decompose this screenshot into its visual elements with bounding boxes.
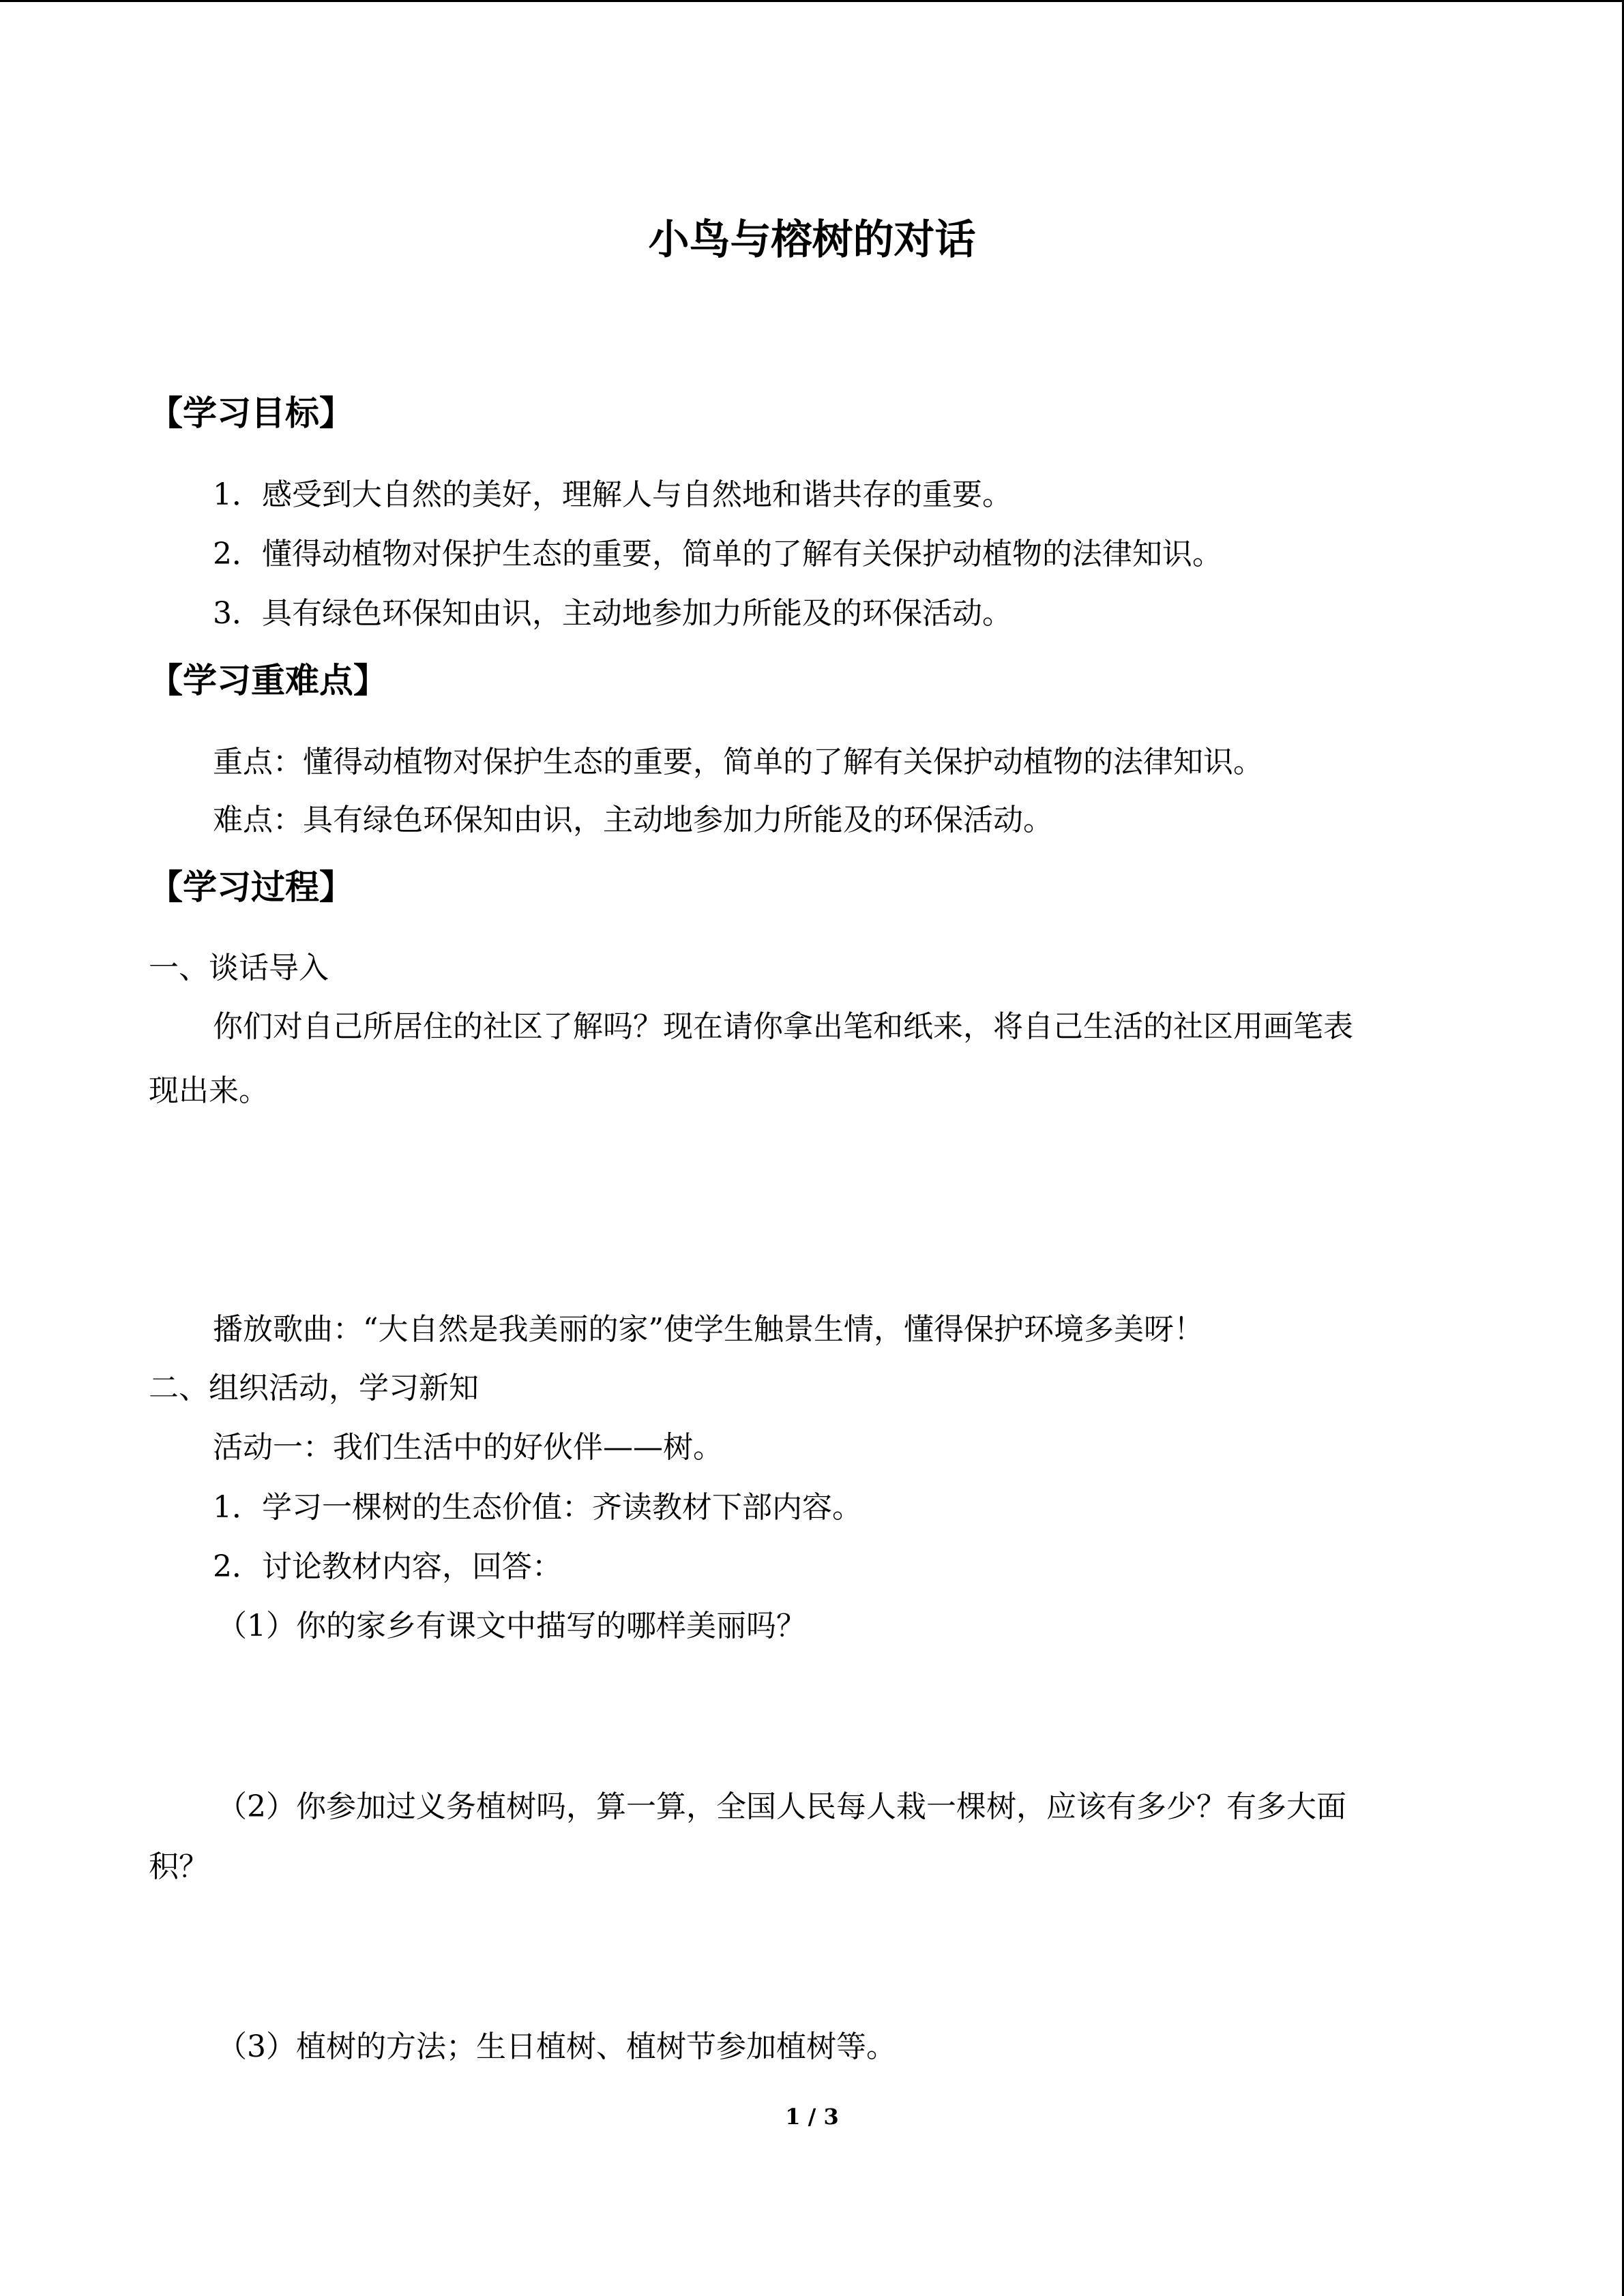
- step1-line: 1．学习一棵树的生态价值：齐读教材下部内容。: [213, 1490, 862, 1525]
- page-number: 1 / 3: [785, 2104, 839, 2130]
- key-point-item: 难点：具有绿色环保知由识，主动地参加力所能及的环保活动。: [213, 803, 1053, 837]
- step2-line: 2．讨论教材内容，回答：: [213, 1549, 562, 1584]
- question2-line1: （2）你参加过义务植树吗，算一算，全国人民每人栽一棵树，应该有多少？有多大面: [217, 1789, 1346, 1824]
- part1-title: 一、谈话导入: [149, 951, 329, 985]
- page-border-top: [0, 0, 1624, 2]
- objective-item: 3．具有绿色环保知由识，主动地参加力所能及的环保活动。: [213, 596, 1012, 631]
- part1-paragraph-line1: 你们对自己所居住的社区了解吗？现在请你拿出笔和纸来，将自己生活的社区用画笔表: [213, 1009, 1353, 1044]
- key-points-heading: 【学习重难点】: [149, 660, 387, 700]
- activity1-line: 活动一：我们生活中的好伙伴——树。: [213, 1430, 723, 1465]
- objective-item: 2．懂得动植物对保护生态的重要，简单的了解有关保护动植物的法律知识。: [213, 537, 1222, 571]
- objectives-heading: 【学习目标】: [149, 393, 353, 433]
- document-title: 小鸟与榕树的对话: [648, 216, 976, 264]
- objective-item: 1．感受到大自然的美好，理解人与自然地和谐共存的重要。: [213, 477, 1012, 512]
- question3-line: （3）植树的方法；生日植树、植树节参加植树等。: [217, 2029, 896, 2064]
- song-line: 播放歌曲：“大自然是我美丽的家”使学生触景生情，懂得保护环境多美呀！: [213, 1312, 1204, 1347]
- part2-title: 二、组织活动，学习新知: [149, 1371, 479, 1405]
- key-point-item: 重点：懂得动植物对保护生态的重要，简单的了解有关保护动植物的法律知识。: [213, 745, 1263, 779]
- part1-paragraph-line2: 现出来。: [149, 1073, 269, 1108]
- question1-line: （1）你的家乡有课文中描写的哪样美丽吗？: [217, 1609, 806, 1643]
- process-heading: 【学习过程】: [149, 867, 353, 907]
- question2-line2: 积？: [149, 1849, 209, 1884]
